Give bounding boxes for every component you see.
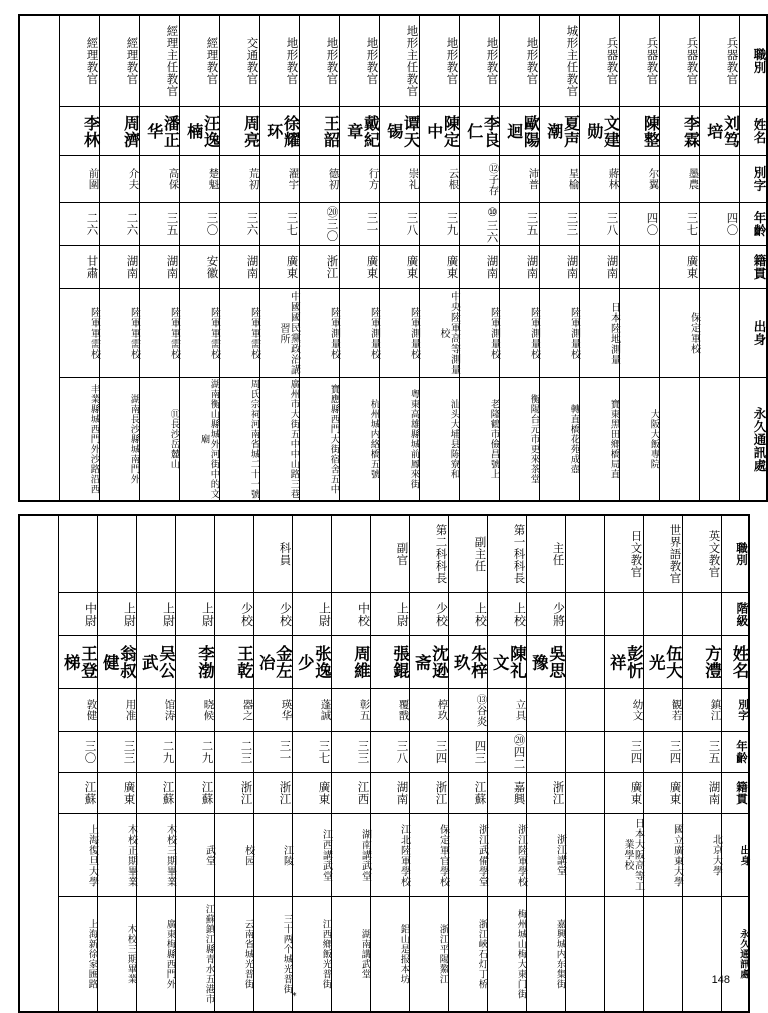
cell-origin: 浙江 [409,773,448,814]
cell-school: 陸軍測量校 [499,289,539,378]
cell-address: 衡陽台元市更來茶堂 [499,378,539,502]
cell-address: 大阪大飯專院 [619,378,659,502]
cell-category: 地形主任教官 [379,15,419,107]
cell-origin [699,246,739,289]
cell-alias: 蓬誠 [292,689,331,732]
cell-age: 三八 [379,203,419,246]
cell-alias: 馆涛 [136,689,175,732]
cell-address: 湖南講武堂 [331,897,370,1013]
cell-school: 浙江武備學堂 [448,814,487,897]
cell-age: 三四 [643,732,682,773]
cell-name: 李林 [59,107,99,156]
cell-alias: 鎮江 [682,689,721,732]
cell-school: 浙江講堂 [526,814,565,897]
table-row-address [19,378,767,502]
cell-alias: 介夫 [99,156,139,203]
cell-school: 保定軍校 [659,289,699,378]
cell-category: 副主任 [448,515,487,593]
cell-age: 三五 [682,732,721,773]
cell-name: 陳整 [619,107,659,156]
cell-rank: 少校 [214,593,253,636]
cell-age: 三〇 [58,732,97,773]
cell-address: 嘉興城内东集街 [526,897,565,1013]
cell-address: 廣東梅縣西門外 [136,897,175,1013]
cell-age: 三九 [419,203,459,246]
cell-address: 湖南衡山縣城外河街中的文廟 [179,378,219,502]
cell-age: 三〇 [179,203,219,246]
cell-age: 三七 [259,203,299,246]
cell-age: 三一 [253,732,292,773]
cell-address [643,897,682,1013]
roster-table-training-dept [18,514,750,1013]
row-label-age: 年齡 [739,203,767,246]
cell-age: 三〇⑳ [299,203,339,246]
cell-address: 湖南長沙縣城南門外 [99,378,139,502]
cell-category: 地形教官 [459,15,499,107]
row-label-school: 出身 [739,289,767,378]
cell-age: 二六 [99,203,139,246]
cell-address: 寶東黑田鄉橋局直 [579,378,619,502]
cell-origin: 廣東 [259,246,299,289]
cell-address: 云南省城光普街 [214,897,253,1013]
cell-address: 長沙岳麓山⑪ [139,378,179,502]
cell-origin: 湖南 [219,246,259,289]
cell-address: 粵東高雄縣城前鳳來街 [379,378,419,502]
cell-name: 金左冶 [253,636,292,689]
cell-category: 兵器教官 [619,15,659,107]
cell-category [58,515,97,593]
cell-origin: 江蘇 [448,773,487,814]
cell-rank: 中尉 [58,593,97,636]
cell-name: 李渤 [175,636,214,689]
cell-name: 翁叔健 [97,636,136,689]
cell-name: 汪逸楠 [179,107,219,156]
table-row-category [19,515,749,593]
cell-category: 英文教官 [682,515,721,593]
row-label-name: 姓名 [721,636,749,689]
cell-age: 二九 [175,732,214,773]
cell-origin: 廣東 [97,773,136,814]
cell-alias: 高倸 [139,156,179,203]
cell-school: 保定軍官學校 [409,814,448,897]
row-label-alias: 別字 [739,156,767,203]
table-row-origin [19,246,767,289]
cell-name: 刘笃培 [699,107,739,156]
cell-alias: 德初 [299,156,339,203]
table-row-name [19,107,767,156]
cell-alias [699,156,739,203]
cell-alias: 器之 [214,689,253,732]
cell-alias: 墨農 [659,156,699,203]
cell-age: 三八 [579,203,619,246]
row-label-age: 年齡 [721,732,749,773]
cell-alias: 幼文 [604,689,643,732]
cell-age: 四〇 [699,203,739,246]
cell-school: 陸軍軍需校 [179,289,219,378]
cell-name: 徐耀环 [259,107,299,156]
cell-address: 三十两个城光普街 [253,897,292,1013]
cell-rank: 中校 [331,593,370,636]
cell-alias: 覆戬 [370,689,409,732]
cell-origin [565,773,604,814]
table-row-age [19,203,767,246]
cell-origin: 浙江 [526,773,565,814]
cell-school [565,814,604,897]
row-label-category: 職別 [721,515,749,593]
cell-address [699,378,739,502]
cell-alias: 蔣林 [579,156,619,203]
table-row-alias [19,689,749,732]
cell-category: 經理教官 [59,15,99,107]
cell-category: 地形教官 [259,15,299,107]
cell-address: 杭州城内絡橋五號 [339,378,379,502]
cell-age: 三三 [539,203,579,246]
cell-category: 經理教官 [179,15,219,107]
cell-name: 戴紀章 [339,107,379,156]
cell-school: 上海復旦大學 [58,814,97,897]
cell-address [565,897,604,1013]
cell-origin: 湖南 [499,246,539,289]
cell-school [619,289,659,378]
cell-age: 二九 [136,732,175,773]
cell-origin: 江西 [331,773,370,814]
cell-alias: 星榆 [539,156,579,203]
cell-school: 湖南講武堂 [331,814,370,897]
cell-age: 四〇 [619,203,659,246]
cell-origin: 安徽 [179,246,219,289]
cell-alias: 尔翼 [619,156,659,203]
cell-origin: 江蘇 [58,773,97,814]
cell-alias: 子存⑫ [459,156,499,203]
cell-name: 李霖 [659,107,699,156]
cell-name: 伍大光 [643,636,682,689]
cell-address: 木校三期畢業 [97,897,136,1013]
cell-school: 木校正期畢業 [97,814,136,897]
cell-category [565,515,604,593]
cell-name: 李良仁 [459,107,499,156]
cell-name: 張錕 [370,636,409,689]
cell-name: 张逸少 [292,636,331,689]
cell-alias: 用准 [97,689,136,732]
cell-school: 陸軍軍需校 [59,289,99,378]
cell-name: 吴公武 [136,636,175,689]
cell-origin: 江蘇 [136,773,175,814]
cell-category [292,515,331,593]
cell-origin: 廣東 [339,246,379,289]
page-number: 148 [711,974,730,986]
cell-school: 校园 [214,814,253,897]
cell-origin: 甘肅 [59,246,99,289]
cell-alias: 晓候 [175,689,214,732]
cell-origin: 浙江 [299,246,339,289]
cell-age: 三六⑩ [459,203,499,246]
cell-name: 王韶 [299,107,339,156]
table-row-school [19,814,749,897]
cell-category: 交通教官 [219,15,259,107]
cell-origin: 湖南 [682,773,721,814]
cell-alias: 前圍 [59,156,99,203]
cell-origin: 湖南 [370,773,409,814]
cell-address: 丰業縣城西門外沙路沿西 [59,378,99,502]
cell-age: 四二⑳ [487,732,526,773]
cell-school: 陸軍測量校 [459,289,499,378]
cell-school: 浙江陸軍學校 [487,814,526,897]
cell-rank [565,593,604,636]
cell-name: 王登梯 [58,636,97,689]
cell-age: 三三 [97,732,136,773]
cell-address: 老隆鶴市儉昌號上 [459,378,499,502]
cell-category: 城形主任教官 [539,15,579,107]
cell-rank: 上尉 [370,593,409,636]
cell-name: 吳思豫 [526,636,565,689]
cell-category [331,515,370,593]
cell-origin: 浙江 [253,773,292,814]
table-row-rank [19,593,749,636]
row-label-alias: 別字 [721,689,749,732]
cell-school: 江陵 [253,814,292,897]
row-label-name: 姓名 [739,107,767,156]
cell-address: 浙江峽石灯丁桥 [448,897,487,1013]
cell-category [175,515,214,593]
cell-alias: 瑛华 [253,689,292,732]
cell-origin: 湖南 [139,246,179,289]
cell-origin: 湖南 [99,246,139,289]
cell-address [682,897,721,1013]
cell-rank: 少校 [253,593,292,636]
cell-category: 地形教官 [299,15,339,107]
cell-alias: 立具 [487,689,526,732]
cell-school: 陸軍測量校 [339,289,379,378]
cell-alias: 楚魁 [179,156,219,203]
cell-rank [604,593,643,636]
cell-name: 潘正华 [139,107,179,156]
cell-rank: 少將 [526,593,565,636]
cell-category: 經理主任教官 [139,15,179,107]
cell-address [604,897,643,1013]
cell-name: 沈逊斋 [409,636,448,689]
cell-age: 四三 [448,732,487,773]
cell-school: 木校三期畢業 [136,814,175,897]
cell-age: 三五 [139,203,179,246]
cell-name: 周亮 [219,107,259,156]
cell-category: 第二科科長 [409,515,448,593]
cell-rank: 少校 [409,593,448,636]
cell-address: 浙江平陽鰲江 [409,897,448,1013]
cell-rank: 上尉 [292,593,331,636]
row-label-address: 永久通訊處 [739,378,767,502]
cell-alias: 崇礼 [379,156,419,203]
cell-alias: 敦健 [58,689,97,732]
table-row-alias [19,156,767,203]
row-label-origin: 籍貫 [721,773,749,814]
cell-school: 陸軍軍需校 [219,289,259,378]
cell-category [97,515,136,593]
cell-school: 日本陸地測量 [579,289,619,378]
roster-table-instructors [18,14,768,502]
cell-school: 日本大阪高等工業學校 [604,814,643,897]
table-row-age [19,732,749,773]
cell-address: 周氏宗祠河南省城二十一號 [219,378,259,502]
cell-alias: 云根 [419,156,459,203]
cell-category: 日文教官 [604,515,643,593]
cell-school: 江西講武堂 [292,814,331,897]
cell-name: 谭天锡 [379,107,419,156]
table-row-school [19,289,767,378]
table-row-origin [19,773,749,814]
cell-category [136,515,175,593]
cell-school: 北京大學 [682,814,721,897]
row-label-address: 永久通訊處 [721,897,749,1013]
cell-address: 廣州市大街五中中山路三巷 [259,378,299,502]
cell-school: 陸軍軍需校 [139,289,179,378]
cell-category: 經理教官 [99,15,139,107]
row-label-origin: 籍貫 [739,246,767,289]
cell-address: 江西鄉飯光普街 [292,897,331,1013]
cell-school: 江北陸軍學校 [370,814,409,897]
cell-name: 陳礼文 [487,636,526,689]
cell-category: 兵器教官 [579,15,619,107]
cell-address: 鋁山是报本坊 [370,897,409,1013]
cell-category: 副官 [370,515,409,593]
cell-origin: 廣東 [292,773,331,814]
cell-address: 上海新徐家匯路 [58,897,97,1013]
cell-rank: 上尉 [97,593,136,636]
cell-age: 二三 [214,732,253,773]
cell-category: 第一科科長 [487,515,526,593]
cell-age: 三五 [499,203,539,246]
cell-name: 周維 [331,636,370,689]
cell-category [214,515,253,593]
table-row-category [19,15,767,107]
cell-school: 武堂 [175,814,214,897]
cell-name: 夏声潮 [539,107,579,156]
cell-alias: 行方 [339,156,379,203]
cell-origin: 湖南 [579,246,619,289]
cell-address: 江蘇鎮江縣青水五港市 [175,897,214,1013]
cell-rank: 上尉 [175,593,214,636]
cell-age [526,732,565,773]
cell-alias: 谷炎⑬ [448,689,487,732]
cell-category: 科員 [253,515,292,593]
cell-age: 三七 [292,732,331,773]
cell-alias: 椁玖 [409,689,448,732]
cell-name [565,636,604,689]
cell-name: 朱梓玖 [448,636,487,689]
cell-category: 兵器教官 [659,15,699,107]
cell-school: 陸軍測量校 [379,289,419,378]
cell-name: 歐陽迴 [499,107,539,156]
row-label-rank: 階級 [721,593,749,636]
cell-category: 兵器教官 [699,15,739,107]
cell-school: 陸軍測量校 [539,289,579,378]
cell-age: 三四 [604,732,643,773]
cell-origin: 湖南 [459,246,499,289]
cell-alias: 濯宇 [259,156,299,203]
cell-address: 汕头大埔县陈寮和 [419,378,459,502]
cell-origin: 江蘇 [175,773,214,814]
cell-origin: 廣東 [643,773,682,814]
cell-school: 中國國民黨政治講習所 [259,289,299,378]
table-row-name [19,636,749,689]
cell-age: 三一 [339,203,379,246]
cell-school: 陸軍軍需校 [99,289,139,378]
cell-alias [565,689,604,732]
cell-name: 文建勋 [579,107,619,156]
cell-school [699,289,739,378]
cell-rank: 上尉 [136,593,175,636]
cell-alias [526,689,565,732]
cell-rank: 上校 [487,593,526,636]
cell-age: 二六 [59,203,99,246]
cell-origin: 湖南 [539,246,579,289]
row-label-school: 出身 [721,814,749,897]
cell-origin: 廣東 [419,246,459,289]
cell-address [659,378,699,502]
cell-origin: 廣東 [604,773,643,814]
cell-category: 主任 [526,515,565,593]
cell-category: 地形教官 [419,15,459,107]
cell-origin: 廣東 [659,246,699,289]
cell-origin: 浙江 [214,773,253,814]
cell-name: 周濟 [99,107,139,156]
cell-name: 陳定中 [419,107,459,156]
cell-rank: 上校 [448,593,487,636]
cell-age: 三六 [219,203,259,246]
table-row-address [19,897,749,1013]
cell-address: 梅州城山梅大東门街 [487,897,526,1013]
footer-mark: * [292,992,297,1002]
cell-school: 陸軍測量校 [299,289,339,378]
cell-rank [643,593,682,636]
cell-alias: 観若 [643,689,682,732]
cell-age: 三四 [409,732,448,773]
cell-school: 國立廣東大學 [643,814,682,897]
cell-category: 地形教官 [499,15,539,107]
cell-age: 三八 [370,732,409,773]
cell-origin: 廣東 [379,246,419,289]
cell-school: 中央陸軍高等測量校 [419,289,459,378]
cell-rank [682,593,721,636]
cell-alias: 沛普 [499,156,539,203]
cell-origin [619,246,659,289]
row-label-category: 職別 [739,15,767,107]
cell-origin: 嘉興 [487,773,526,814]
cell-category: 地形教官 [339,15,379,107]
cell-name: 彭忻祥 [604,636,643,689]
cell-name: 方澧 [682,636,721,689]
cell-age: 三七 [659,203,699,246]
cell-age [565,732,604,773]
table-separator [18,502,732,514]
cell-address: 轉直橋花苑成壺 [539,378,579,502]
cell-name: 王乾 [214,636,253,689]
cell-alias: 荒初 [219,156,259,203]
cell-address: 寶應縣西門大街宿舍五中 [299,378,339,502]
cell-category: 世界語教官 [643,515,682,593]
cell-age: 三三 [331,732,370,773]
cell-alias: 彰五 [331,689,370,732]
